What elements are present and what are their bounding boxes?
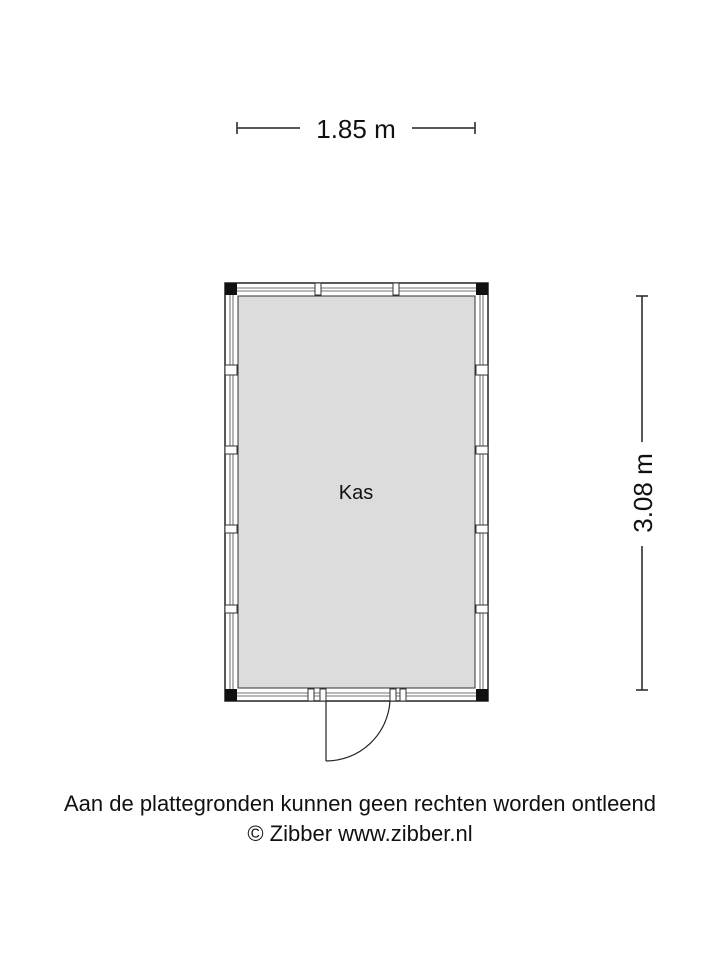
width-dimension-label: 1.85 m <box>316 114 396 144</box>
room-label: Kas <box>338 482 374 504</box>
corner-post-top-right <box>476 283 488 295</box>
width-dimension <box>237 114 475 144</box>
height-dimension <box>628 296 658 690</box>
corner-post-top-left <box>225 283 237 295</box>
corner-post-bottom-right <box>476 689 488 701</box>
door <box>326 701 390 761</box>
disclaimer-text: Aan de plattegronden kunnen geen rechten worden ontleend <box>63 791 657 816</box>
corner-post-bottom-left <box>225 689 237 701</box>
greenhouse-room <box>225 283 488 761</box>
height-dimension-label: 3.08 m <box>628 453 658 533</box>
copyright-text: © Zibber www.zibber.nl <box>247 821 473 846</box>
